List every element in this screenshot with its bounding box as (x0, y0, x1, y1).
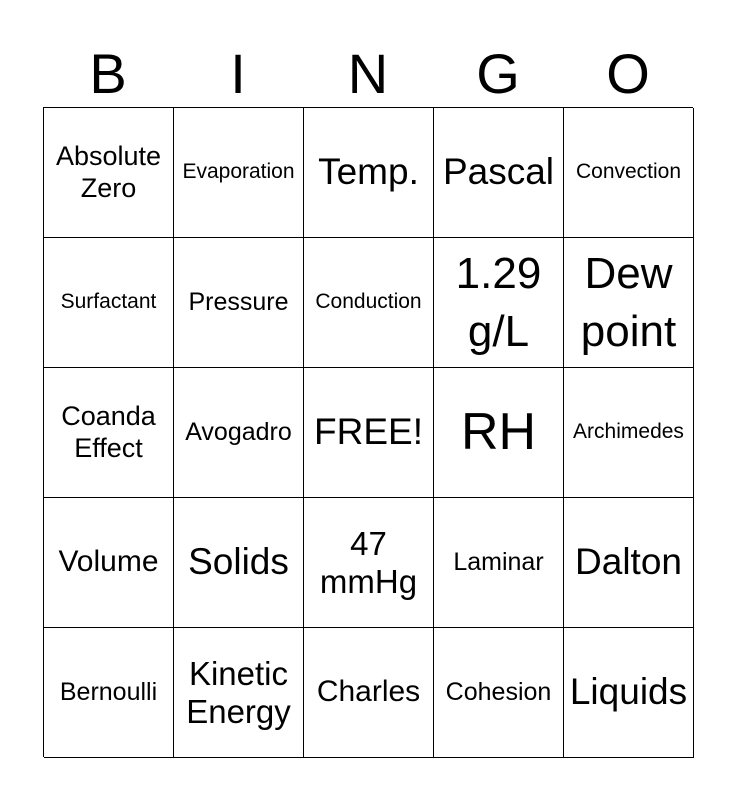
cell-label: Charles (316, 675, 421, 709)
bingo-cell-r1-c3 (304, 108, 434, 238)
cell-label: 47 mmHg (319, 524, 418, 600)
bingo-cell-r3-c3 (304, 368, 434, 498)
bingo-cell-r5-c1 (44, 628, 174, 758)
bingo-cell-r3-c2 (174, 368, 304, 498)
cell-label: FREE! (314, 411, 423, 453)
bingo-cell-r3-c5 (564, 368, 694, 498)
header-letter-g: G (476, 42, 520, 105)
bingo-cell-r4-c5 (564, 498, 694, 628)
bingo-cell-r3-c1 (44, 368, 174, 498)
cell-label: Avogadro (185, 418, 292, 447)
cell-label: Absolute Zero (55, 141, 162, 203)
cell-label: Dalton (575, 541, 682, 583)
bingo-cell-r2-c5 (564, 238, 694, 368)
cell-label: Surfactant (60, 290, 157, 314)
cell-label: Coanda Effect (61, 401, 156, 463)
header-letter-i: I (230, 42, 246, 105)
header-letter-b: B (89, 42, 127, 105)
cell-label: Bernoulli (59, 678, 158, 707)
cell-label: Liquids (569, 671, 688, 713)
bingo-cell-r1-c4 (434, 108, 564, 238)
cell-label: Cohesion (445, 678, 552, 707)
cell-label: Temp. (318, 151, 419, 193)
bingo-cell-r5-c5 (564, 628, 694, 758)
bingo-cell-r3-c4 (434, 368, 564, 498)
cell-label: Kinetic Energy (186, 654, 291, 730)
bingo-cell-r2-c1 (44, 238, 174, 368)
cell-label: Pascal (442, 151, 555, 193)
bingo-header (43, 42, 693, 106)
bingo-cell-r4-c1 (44, 498, 174, 628)
bingo-cell-r4-c2 (174, 498, 304, 628)
cell-label: Conduction (315, 290, 422, 314)
bingo-cell-r4-c3 (304, 498, 434, 628)
bingo-cell-r5-c4 (434, 628, 564, 758)
bingo-board (43, 107, 693, 757)
bingo-cell-r2-c4 (434, 238, 564, 368)
cell-label: RH (460, 402, 537, 461)
bingo-cell-r5-c3 (304, 628, 434, 758)
cell-label: Evaporation (182, 160, 295, 184)
cell-label: Convection (575, 160, 682, 184)
cell-label: Laminar (453, 548, 544, 577)
cell-label: Pressure (188, 288, 289, 317)
cell-label: Dew point (580, 249, 677, 356)
bingo-cell-r2-c2 (174, 238, 304, 368)
cell-label: Solids (188, 541, 289, 583)
bingo-cell-r4-c4 (434, 498, 564, 628)
bingo-cell-r1-c1 (44, 108, 174, 238)
bingo-cell-r5-c2 (174, 628, 304, 758)
cell-label: Volume (58, 545, 159, 579)
bingo-cell-r2-c3 (304, 238, 434, 368)
header-letter-n: N (347, 42, 389, 105)
cell-label: 1.29 g/L (455, 249, 542, 356)
cell-label: Archimedes (573, 420, 684, 444)
bingo-cell-r1-c2 (174, 108, 304, 238)
bingo-cell-r1-c5 (564, 108, 694, 238)
header-letter-o: O (606, 42, 650, 105)
